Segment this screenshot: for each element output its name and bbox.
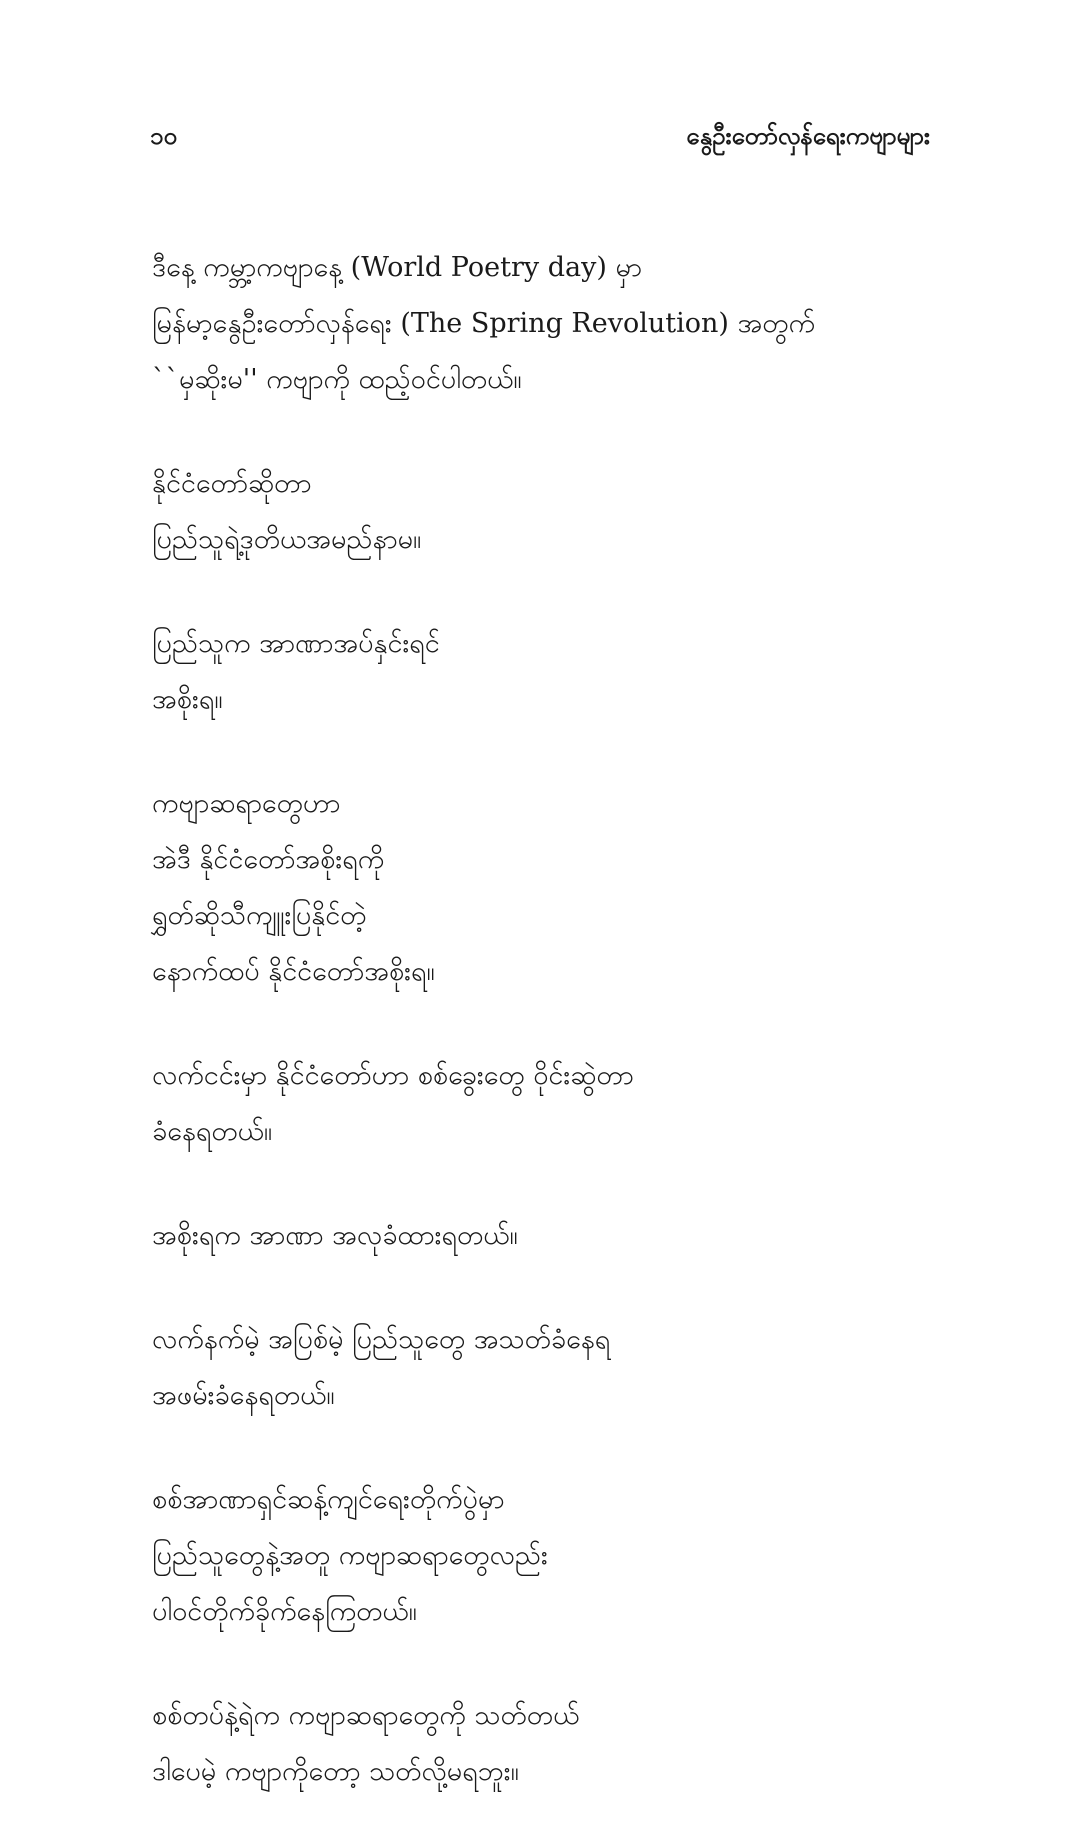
poem-line: အစိုးရက အာဏာ အလုခံထားရတယ်။ — [152, 1220, 518, 1251]
stanza — [152, 456, 932, 568]
poem-line: ပြည်သူက အာဏာအပ်နှင်းရင် — [152, 628, 440, 659]
poem-line: ဒါပေမဲ့ ကဗျာကိုတော့ သတ်လို့မရဘူး။ — [152, 1756, 519, 1787]
stanza — [152, 616, 932, 728]
poem-line: လက်ငင်းမှာ နိုင်ငံတော်ဟာ စစ်ခွေးတွေ ဝိုင်းဆွဲတာ — [152, 1060, 634, 1091]
poem-line: စစ်တပ်နဲ့ရဲက ကဗျာဆရာတွေကို သတ်တယ် — [152, 1700, 580, 1731]
stanza — [152, 1312, 932, 1424]
poem-line: အဖမ်းခံနေရတယ်။ — [152, 1380, 335, 1411]
running-title: နွေဦးတော်လှန်ရေးကဗျာများ — [686, 121, 930, 150]
poem-body — [152, 240, 932, 1848]
stanza — [152, 1688, 932, 1800]
poem-line: ကဗျာဆရာတွေဟာ — [152, 788, 341, 819]
stanza — [152, 776, 932, 1000]
poem-line: ဒီနေ့ ကမ္ဘာ့ကဗျာနေ့ (World Poetry day) မှာ — [152, 252, 642, 283]
poem-line: နောက်ထပ် နိုင်ငံတော်အစိုးရ။ — [152, 956, 435, 987]
poem-line: ``မှဆိုးမ'' ကဗျာကို ထည့်ဝင်ပါတယ်။ — [152, 364, 522, 395]
stanza — [152, 1472, 932, 1640]
page-header — [150, 112, 930, 160]
stanza — [152, 1048, 932, 1160]
stanza — [152, 1208, 932, 1264]
page-number: ၁၀ — [150, 121, 177, 150]
poem-line: မြန်မာ့နွေဦးတော်လှန်ရေး (The Spring Revolution) အတွက် — [152, 308, 816, 339]
poem-line: နိုင်ငံတော်ဆိုတာ — [152, 468, 312, 499]
poem-line: ရွှတ်ဆိုသီကျူးပြနိုင်တဲ့ — [152, 900, 367, 931]
poem-line: လက်နက်မဲ့ အပြစ်မဲ့ ပြည်သူတွေ အသတ်ခံနေရ — [152, 1324, 611, 1355]
poem-line: ခံနေရတယ်။ — [152, 1116, 272, 1147]
poem-line: အဲဒီ နိုင်ငံတော်အစိုးရကို — [152, 844, 385, 875]
poem-line: စစ်အာဏာရှင်ဆန့်ကျင်ရေးတိုက်ပွဲမှာ — [152, 1484, 505, 1515]
poem-line: ပြည်သူတွေနဲ့အတူ ကဗျာဆရာတွေလည်း — [152, 1540, 548, 1571]
poem-line: ပါဝင်တိုက်ခိုက်နေကြတယ်။ — [152, 1596, 417, 1627]
poem-line: ပြည်သူရဲ့ဒုတိယအမည်နာမ။ — [152, 524, 422, 555]
poem-line: အစိုးရ။ — [152, 684, 223, 715]
stanza — [152, 240, 932, 408]
